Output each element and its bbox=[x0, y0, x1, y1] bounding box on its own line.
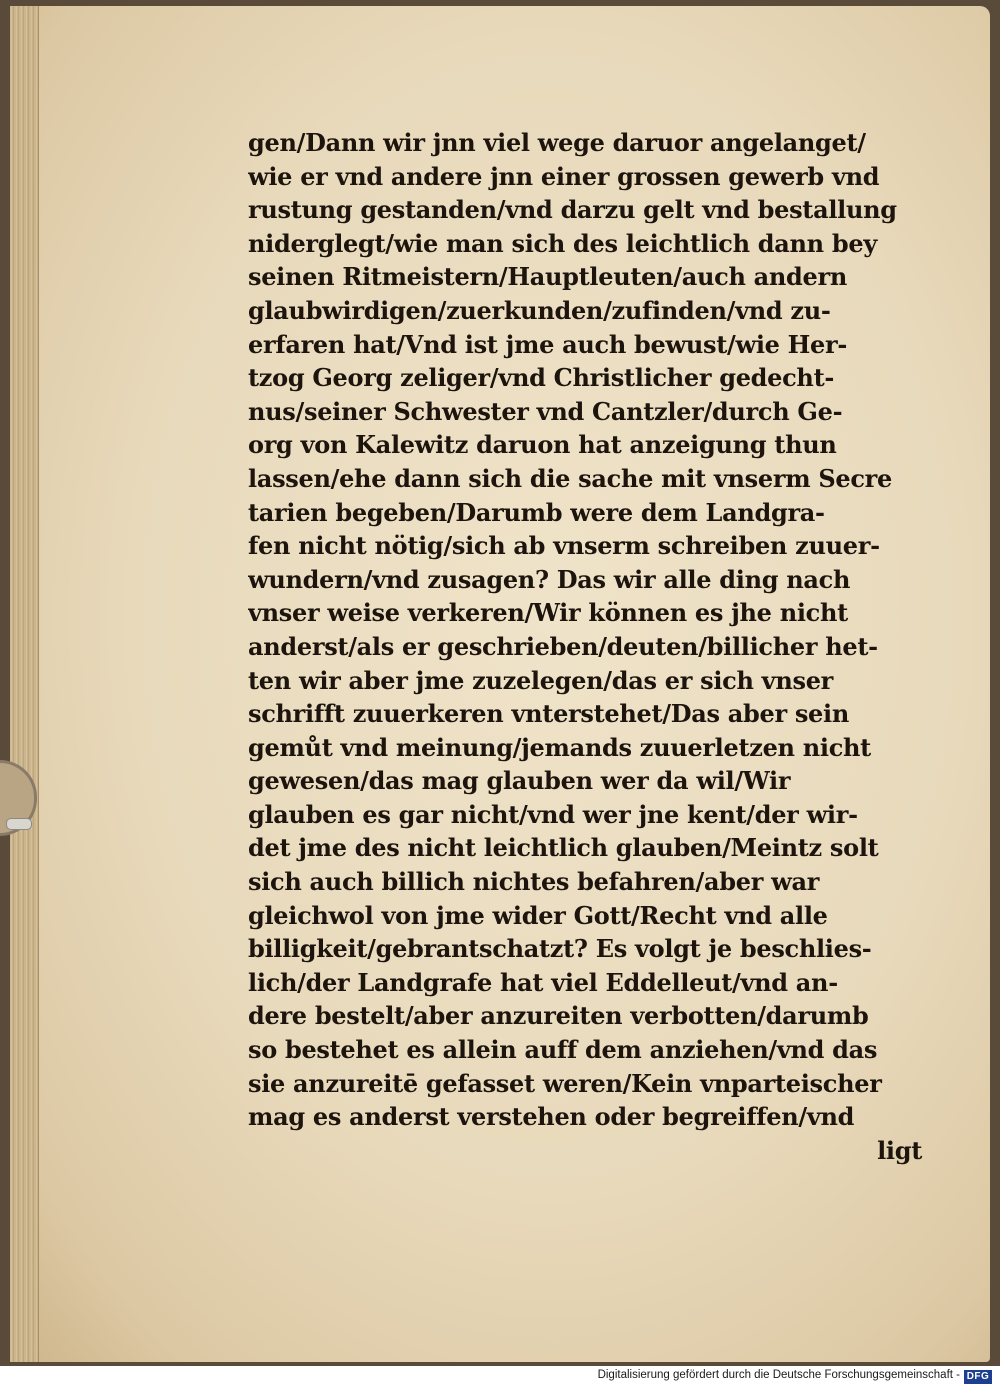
text-line: erfaren hat/Vnd ist jme auch bewust/wie Her- bbox=[248, 329, 848, 359]
text-line: ten wir aber jme zuzelegen/das er sich vnser bbox=[248, 665, 834, 695]
text-line: fen nicht nötig/sich ab vnserm schreiben zuuer- bbox=[248, 531, 880, 561]
text-line: glaubwirdigen/zuerkunden/zufinden/vnd zu- bbox=[248, 295, 831, 325]
text-line: gen/Dann wir jnn viel wege daruor angelanget/ bbox=[248, 128, 866, 157]
text-line: gleichwol von jme wider Gott/Recht vnd alle bbox=[248, 900, 828, 930]
text-line: wundern/vnd zusagen? Das wir alle ding nach bbox=[248, 564, 851, 594]
text-line: lich/der Landgrafe hat viel Eddelleut/vnd an- bbox=[248, 967, 838, 997]
text-line: sie anzureitē gefasset weren/Kein vnparteischer bbox=[248, 1068, 882, 1098]
text-line: gemůt vnd meinung/jemands zuuerletzen nicht bbox=[248, 732, 871, 762]
footer-bar bbox=[0, 1366, 1000, 1388]
text-line: vnser weise verkeren/Wir können es jhe nicht bbox=[248, 598, 848, 628]
text-line: lassen/ehe dann sich die sache mit vnserm Secre bbox=[248, 463, 892, 493]
text-line: det jme des nicht leichtlich glauben/Meintz solt bbox=[248, 833, 879, 863]
text-line: tzog Georg zeliger/vnd Christlicher gedecht- bbox=[248, 363, 835, 393]
page-edge bbox=[10, 6, 39, 1362]
funding-credit: Digitalisierung gefördert durch die Deutsche Forschungsgemeinschaft - bbox=[597, 1369, 960, 1381]
text-line: wie er vnd andere jnn einer grossen gewerb vnd bbox=[248, 161, 880, 191]
text-line: so bestehet es allein auff dem anziehen/vnd das bbox=[248, 1035, 878, 1065]
text-line: billigkeit/gebrantschatzt? Es volgt je beschlies- bbox=[248, 934, 872, 964]
text-line: mag es anderst verstehen oder begreiffen/vnd bbox=[248, 1102, 855, 1132]
page-text bbox=[248, 126, 938, 1167]
text-line: nus/seiner Schwester vnd Cantzler/durch Ge- bbox=[248, 396, 843, 426]
text-line: org von Kalewitz daruon hat anzeigung thun bbox=[248, 430, 837, 460]
clasp-pin-icon bbox=[6, 818, 32, 830]
text-line: glauben es gar nicht/vnd wer jne kent/der wir- bbox=[248, 799, 858, 829]
text-line: dere bestelt/aber anzureiten verbotten/darumb bbox=[248, 1001, 869, 1031]
text-line: seinen Ritmeistern/Hauptleuten/auch andern bbox=[248, 262, 847, 292]
text-line: niderglegt/wie man sich des leichtlich dann bey bbox=[248, 228, 877, 258]
dfg-logo-icon: DFG bbox=[964, 1370, 992, 1384]
text-line: sich auch billich nichtes befahren/aber war bbox=[248, 867, 820, 897]
text-line: schrifft zuuerkeren vnterstehet/Das aber sein bbox=[248, 699, 849, 729]
text-line: tarien begeben/Darumb were dem Landgra- bbox=[248, 497, 825, 527]
text-line: gewesen/das mag glauben wer da wil/Wir bbox=[248, 766, 791, 796]
text-line: anderst/als er geschrieben/deuten/billicher het- bbox=[248, 631, 878, 661]
catchword: ligt bbox=[877, 1135, 922, 1165]
text-line: rustung gestanden/vnd darzu gelt vnd bestallung bbox=[248, 195, 897, 225]
